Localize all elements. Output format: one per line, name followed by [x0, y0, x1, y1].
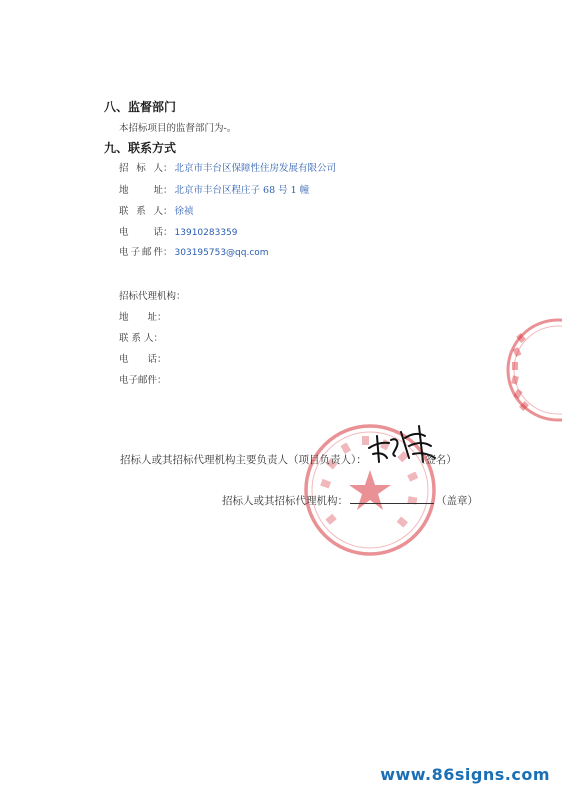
agency-title-label: 招标代理机构：	[119, 291, 186, 302]
signature-line-stamp	[222, 493, 478, 508]
tenderer-address-value: 北京市丰台区程庄子 68 号 1 幢	[174, 185, 310, 196]
stamp-blank-line	[350, 493, 434, 504]
signature-line-stamp-suffix: （盖章）	[436, 495, 478, 507]
partial-seal-icon	[478, 312, 562, 432]
tenderer-name-row: 招 标 人 ： 北京市丰台区保障性住房发展有限公司	[119, 160, 336, 174]
signature-line-stamp-text: 招标人或其招标代理机构：	[222, 495, 348, 507]
tenderer-phone-value: 13910283359	[174, 228, 238, 238]
tenderer-address-label: 地 址	[119, 185, 163, 196]
signature-line-responsible-text: 招标人或其招标代理机构主要负责人（项目负责人）：	[120, 454, 367, 466]
tenderer-email-row: 电子邮件 ： 303195753@qq.com	[119, 244, 269, 258]
tenderer-name-value: 北京市丰台区保障性住房发展有限公司	[174, 163, 337, 174]
tenderer-contact-value: 徐祯	[174, 206, 194, 217]
tenderer-email-value: 303195753@qq.com	[174, 248, 269, 258]
signature-line-responsible-suffix: （签名）	[414, 454, 457, 466]
signature-line-responsible	[120, 452, 457, 467]
tenderer-phone-row: 电 话 ： 13910283359	[119, 224, 238, 238]
tenderer-phone-label: 电 话	[119, 227, 163, 238]
agency-contact-label: 联 系 人：	[119, 333, 164, 344]
agency-address-label: 地 址：	[119, 312, 167, 323]
supervision-text: 本招标项目的监督部门为-。	[119, 123, 237, 134]
section-title-supervision: 八、监督部门	[104, 100, 177, 114]
site-watermark: www.86signs.com	[380, 765, 550, 784]
section-title-contact: 九、联系方式	[104, 141, 177, 155]
agency-phone-label: 电 话：	[119, 354, 167, 365]
tenderer-email-label: 电子邮件	[119, 247, 163, 258]
tenderer-contact-label: 联 系 人	[119, 206, 163, 217]
agency-email-label: 电子邮件：	[119, 375, 167, 386]
tenderer-contact-row: 联 系 人 ： 徐祯	[119, 203, 194, 217]
tenderer-name-label: 招 标 人	[119, 163, 163, 174]
tenderer-address-row: 地 址 ： 北京市丰台区程庄子 68 号 1 幢	[119, 182, 309, 196]
